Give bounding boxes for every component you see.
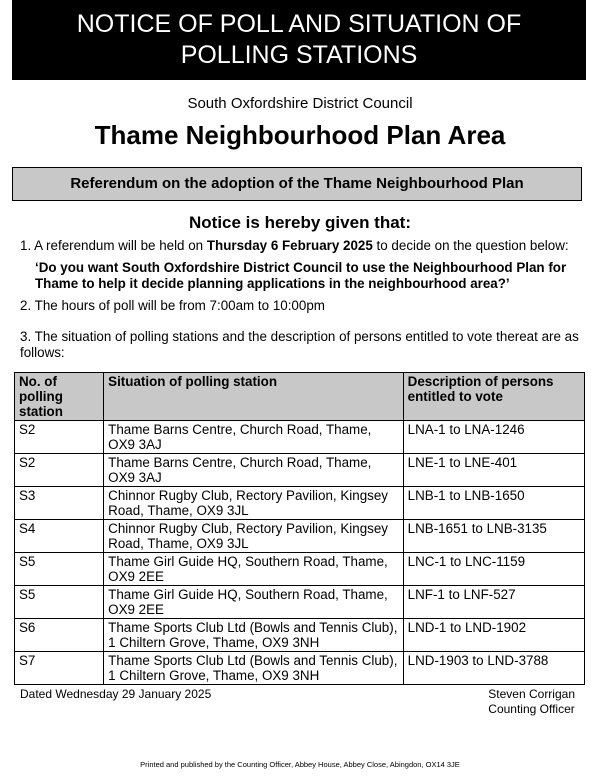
table-header-row: [15, 373, 585, 421]
voter-description: LND-1 to LND-1902: [403, 619, 584, 652]
voter-description: LNB-1 to LNB-1650: [403, 487, 584, 520]
table-row: [15, 520, 585, 553]
station-number: S5: [15, 586, 104, 619]
table-row: [15, 487, 585, 520]
council-name: South Oxfordshire District Council: [187, 95, 413, 112]
dated-line: Dated Wednesday 29 January 2025: [20, 687, 212, 701]
station-situation: Chinnor Rugby Club, Rectory Pavilion, Kingsey Road, Thame, OX9 3JL: [104, 487, 404, 520]
voter-description: LNA-1 to LNA-1246: [403, 421, 584, 454]
station-situation: Thame Girl Guide HQ, Southern Road, Thame, OX9 2EE: [104, 553, 404, 586]
voter-description: LNB-1651 to LNB-3135: [403, 520, 584, 553]
referendum-title: Referendum on the adoption of the Thame Neighbourhood Plan: [12, 167, 582, 201]
voter-description: LNC-1 to LNC-1159: [403, 553, 584, 586]
station-situation: Thame Barns Centre, Church Road, Thame, OX9 3AJ: [104, 454, 404, 487]
table-row: [15, 586, 585, 619]
header-description: Description of persons entitled to vote: [403, 373, 584, 421]
station-number: S7: [15, 652, 104, 685]
station-situation: Thame Girl Guide HQ, Southern Road, Thame, OX9 2EE: [104, 586, 404, 619]
poll-date: Thursday 6 February 2025: [206, 238, 373, 253]
notice-banner: [12, 0, 586, 80]
signer-block: [488, 687, 575, 717]
banner-line-1: NOTICE OF POLL AND SITUATION OF: [76, 10, 522, 38]
header-situation: Situation of polling station: [104, 373, 404, 421]
signer-role: Counting Officer: [488, 702, 575, 716]
station-number: S2: [15, 421, 104, 454]
table-row: [15, 553, 585, 586]
station-number: S6: [15, 619, 104, 652]
station-number: S5: [15, 553, 104, 586]
banner-line-2: POLLING STATIONS: [180, 41, 418, 69]
voter-description: LNE-1 to LNE-401: [403, 454, 584, 487]
table-row: [15, 652, 585, 685]
station-number: S4: [15, 520, 104, 553]
paragraph-2: 2. The hours of poll will be from 7:00am to 10:00pm: [20, 298, 325, 313]
p1-suffix: to decide on the question below:: [372, 238, 569, 253]
table-row: [15, 454, 585, 487]
station-situation: Thame Barns Centre, Church Road, Thame, OX9 3AJ: [104, 421, 404, 454]
p1-prefix: 1. A referendum will be held on: [20, 238, 207, 253]
paragraph-1: [20, 238, 585, 254]
table-row: [15, 619, 585, 652]
table-row: [15, 421, 585, 454]
station-situation: Thame Sports Club Ltd (Bowls and Tennis Club), 1 Chiltern Grove, Thame, OX9 3NH: [104, 619, 404, 652]
station-situation: Thame Sports Club Ltd (Bowls and Tennis Club), 1 Chiltern Grove, Thame, OX9 3NH: [104, 652, 404, 685]
voter-description: LND-1903 to LND-3788: [403, 652, 584, 685]
notice-heading: Notice is hereby given that:: [189, 213, 411, 232]
voter-description: LNF-1 to LNF-527: [403, 586, 584, 619]
paragraph-3: 3. The situation of polling stations and the description of persons entitled to vote thereat are as follows:: [20, 329, 579, 360]
polling-stations-table: [14, 372, 585, 685]
area-title: Thame Neighbourhood Plan Area: [94, 120, 506, 150]
imprint-footer: Printed and published by the Counting Officer, Abbey House, Abbey Close, Abingdon, OX14 3JE: [140, 760, 460, 769]
station-situation: Chinnor Rugby Club, Rectory Pavilion, Kingsey Road, Thame, OX9 3JL: [104, 520, 404, 553]
referendum-question: ‘Do you want South Oxfordshire District Council to use the Neighbourhood Plan for Thame to help it decide planning applications in the neighbourhood area?’: [35, 260, 567, 291]
header-station-number: No. of polling station: [15, 373, 104, 421]
station-number: S2: [15, 454, 104, 487]
station-number: S3: [15, 487, 104, 520]
signer-name: Steven Corrigan: [488, 687, 575, 701]
